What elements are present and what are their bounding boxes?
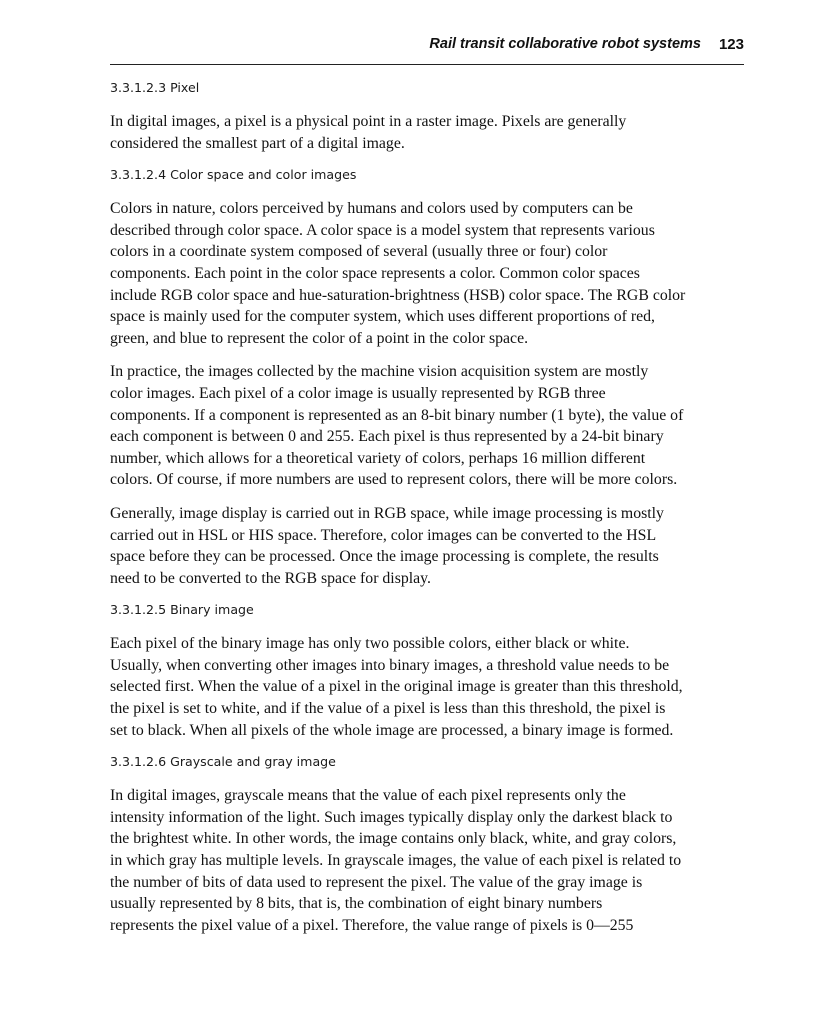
section-heading: 3.3.1.2.5 Binary image — [110, 602, 254, 618]
section-heading: 3.3.1.2.6 Grayscale and gray image — [110, 754, 336, 770]
paragraph: Each pixel of the binary image has only two possible colors, either black or white. Usually, when converting other images into binary images, a threshold value needs to be selected first. When the value of a pixel in the original image is greater than this threshold, the pixel is set to white, and if the value of a pixel is less than this threshold, the pixel is set to black. When all pixels of the whole image are processed, a binary image is formed. — [110, 635, 683, 739]
section-color-space — [110, 166, 750, 589]
page-body — [110, 79, 750, 948]
running-header — [110, 36, 744, 65]
page-number: 123 — [718, 36, 744, 53]
paragraph: Generally, image display is carried out in RGB space, while image processing is mostly carried out in HSL or HIS space. Therefore, color images can be converted to the HSL space before they can be processed. Once the image processing is complete, the results need to be converted to the RGB space for display. — [110, 504, 664, 587]
paragraph: In practice, the images collected by the machine vision acquisition system are mostly color images. Each pixel of a color image is usually represented by RGB three components. If a component is represented as an 8-bit binary number (1 byte), the value of each component is between 0 and 255. Each pixel is thus represented by a 24-bit binary number, which allows for a theoretical variety of colors, perhaps 16 million different colors. Of course, if more numbers are used to represent colors, there will be more colors. — [110, 363, 684, 489]
section-binary-image — [110, 601, 750, 741]
section-grayscale — [110, 753, 750, 936]
paragraph: In digital images, a pixel is a physical point in a raster image. Pixels are generally considered the smallest part of a digital image. — [110, 113, 627, 152]
section-heading: 3.3.1.2.4 Color space and color images — [110, 167, 357, 183]
paragraph: In digital images, grayscale means that the value of each pixel represents only the intensity information of the light. Such images typically display only the darkest black to the brightest white. In other words, the image contains only black, white, and gray colors, in which gray has multiple levels. In grayscale images, the value of each pixel is related to the number of bits of data used to represent the pixel. The value of the gray image is usually represented by 8 bits, that is, the combination of eight binary numbers represents the pixel value of a pixel. Therefore, the value range of pixels is 0—255 — [110, 787, 682, 934]
section-pixel — [110, 79, 750, 154]
paragraph: Colors in nature, colors perceived by humans and colors used by computers can be described through color space. A color space is a model system that represents various colors in a coordinate system composed of several (usually three or four) color components. Each point in the color space represents a color. Common color spaces include RGB color space and hue-saturation-brightness (HSB) color space. The RGB color space is mainly used for the computer system, which uses different proportions of red, green, and blue to represent the color of a point in the color space. — [110, 200, 686, 347]
running-title: Rail transit collaborative robot systems — [429, 36, 701, 52]
section-heading: 3.3.1.2.3 Pixel — [110, 80, 200, 95]
